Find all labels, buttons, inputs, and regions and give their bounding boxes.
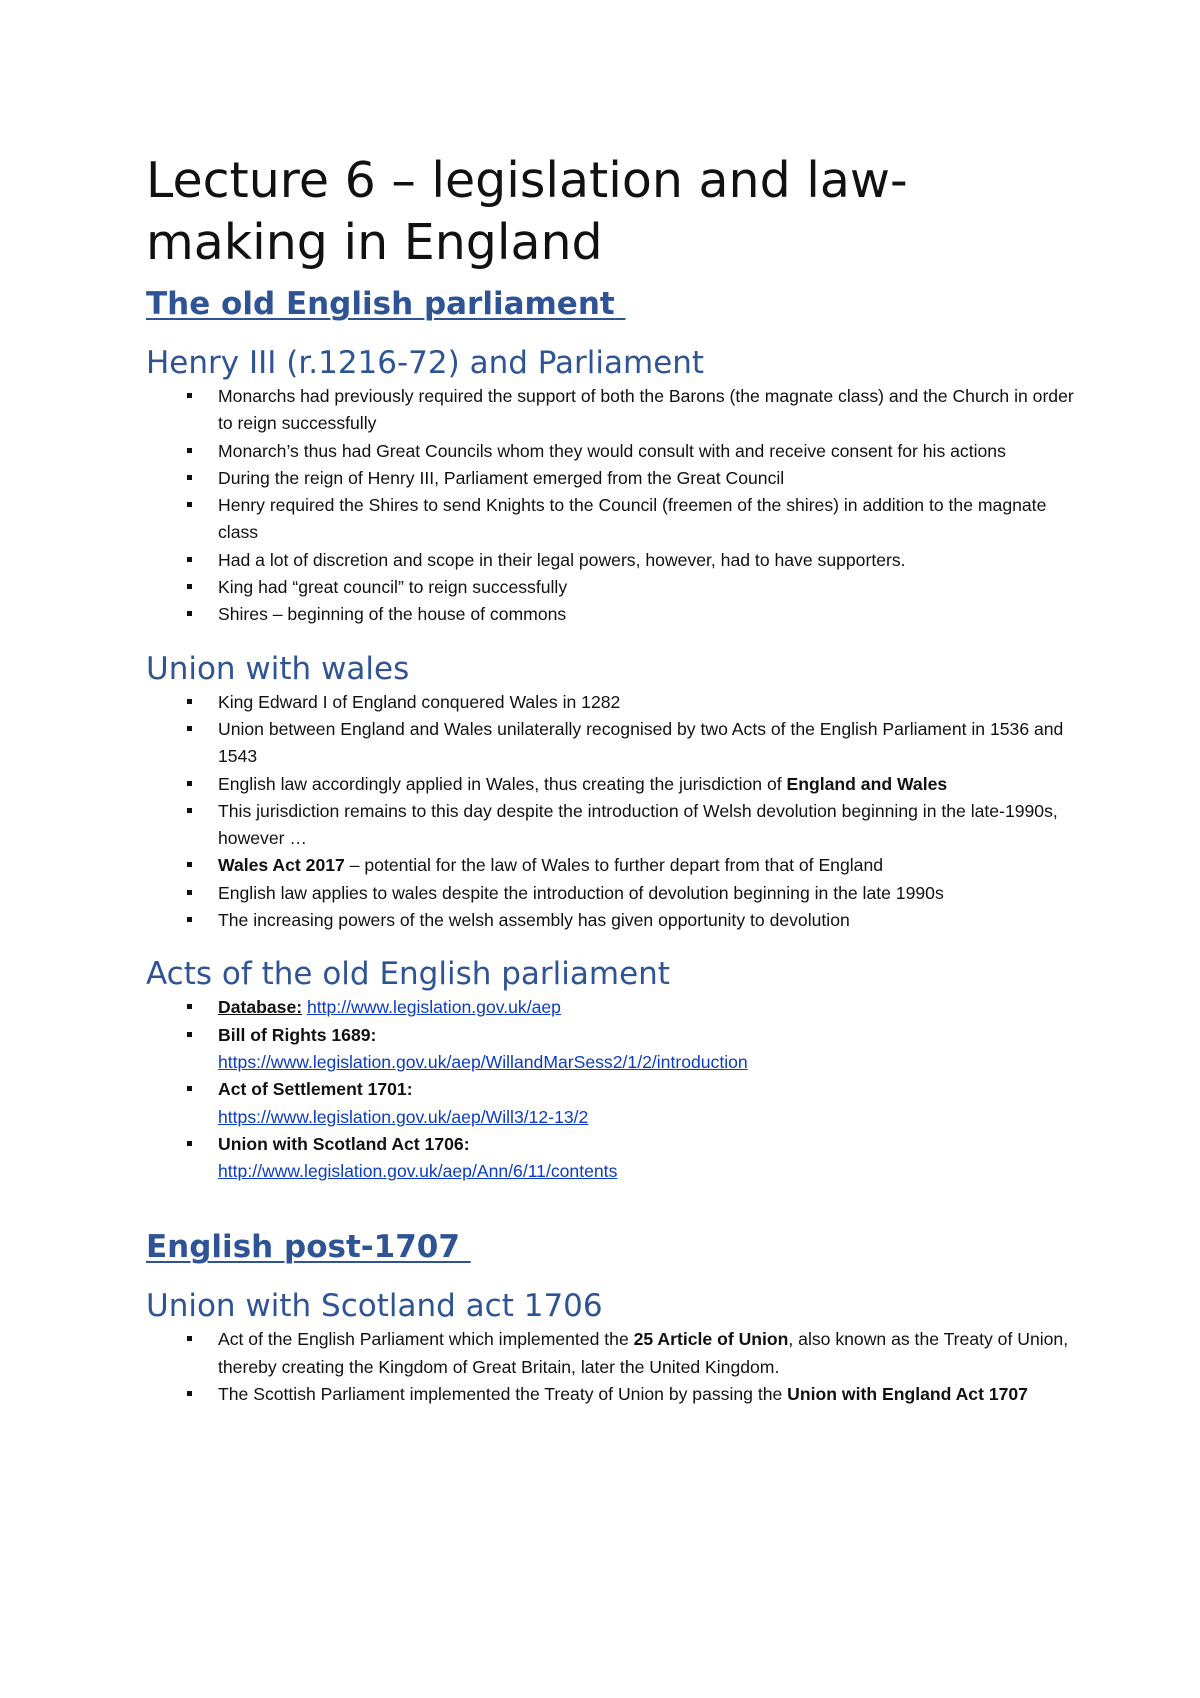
union-with-scotland-list [146,1326,1076,1408]
list-item: King had “great council” to reign successfully [146,574,1076,601]
list-item [146,1131,1076,1186]
list-item: Act of the English Parliament which implemented the 25 Article of Union, also known as the Treaty of Union, thereby creating the Kingdom of Great Britain, later the United Kingdom. [146,1326,1076,1381]
title-line-1: Lecture 6 – legislation and law- [146,152,908,209]
list-item: Shires – beginning of the house of commons [146,601,1076,628]
bullet-icon [187,726,192,731]
bullet-icon [187,917,192,922]
title-line-2: making in England [146,214,603,271]
list-item: Monarchs had previously required the support of both the Barons (the magnate class) and the Church in order to reign successfully [146,383,1076,438]
heading-acts-old-english-parliament: Acts of the old English parliament [146,956,670,993]
list-item: Monarch’s thus had Great Councils whom they would consult with and receive consent for his actions [146,438,1076,465]
heading-english-post-1707: English post-1707 [146,1229,471,1266]
list-item: During the reign of Henry III, Parliament emerged from the Great Council [146,465,1076,492]
heading-henry-iii: Henry III (r.1216-72) and Parliament [146,345,705,381]
bullet-icon [187,1141,192,1146]
list-item [146,994,1076,1021]
list-item: Henry required the Shires to send Knights to the Council (freemen of the shires) in addition to the magnate class [146,492,1076,547]
document-page [146,150,1076,1408]
bullet-icon [187,862,192,867]
bullet-icon [187,1032,192,1037]
bullet-icon [187,781,192,786]
heading-union-with-wales: Union with wales [146,650,410,687]
bullet-icon [187,890,192,895]
bullet-icon [187,584,192,589]
list-item: English law accordingly applied in Wales, thus creating the jurisdiction of England and Wales [146,771,1076,798]
bullet-icon [187,1336,192,1341]
act-of-settlement-link[interactable]: https://www.legislation.gov.uk/aep/Will3/12-13/2 [218,1106,589,1127]
bullet-icon [187,1086,192,1091]
bullet-icon [187,502,192,507]
act-of-settlement-label: Act of Settlement 1701: [218,1079,413,1100]
list-item: This jurisdiction remains to this day despite the introduction of Welsh devolution beginning in the late-1990s, however … [146,798,1076,853]
bill-of-rights-link[interactable]: https://www.legislation.gov.uk/aep/WillandMarSess2/1/2/introduction [218,1051,748,1072]
union-with-wales-list [146,689,1076,935]
list-item: King Edward I of England conquered Wales in 1282 [146,689,1076,716]
list-item: Union between England and Wales unilaterally recognised by two Acts of the English Parliament in 1536 and 1543 [146,716,1076,771]
list-item: Wales Act 2017 – potential for the law of Wales to further depart from that of England [146,852,1076,879]
bullet-icon [187,699,192,704]
list-item: The Scottish Parliament implemented the Treaty of Union by passing the Union with England Act 1707 [146,1381,1076,1408]
bullet-icon [187,808,192,813]
list-item [146,1076,1076,1131]
list-item: The increasing powers of the welsh assembly has given opportunity to devolution [146,907,1076,934]
list-item: English law applies to wales despite the introduction of devolution beginning in the late 1990s [146,880,1076,907]
database-link[interactable]: http://www.legislation.gov.uk/aep [307,997,561,1018]
list-item [146,1022,1076,1077]
heading-union-with-scotland-act: Union with Scotland act 1706 [146,1288,603,1325]
bullet-icon [187,393,192,398]
list-item: Had a lot of discretion and scope in their legal powers, however, had to have supporters. [146,547,1076,574]
bullet-icon [187,1391,192,1396]
bullet-icon [187,475,192,480]
document-title [146,150,1076,274]
bill-of-rights-label: Bill of Rights 1689: [218,1024,377,1045]
bullet-icon [187,1004,192,1009]
henry-iii-list [146,383,1076,629]
bullet-icon [187,557,192,562]
acts-list [146,994,1076,1185]
heading-old-english-parliament: The old English parliament [146,286,626,322]
union-with-scotland-link[interactable]: http://www.legislation.gov.uk/aep/Ann/6/11/contents [218,1161,618,1182]
database-label: Database: [218,997,303,1018]
bullet-icon [187,448,192,453]
bullet-icon [187,611,192,616]
union-with-scotland-label: Union with Scotland Act 1706: [218,1133,470,1154]
